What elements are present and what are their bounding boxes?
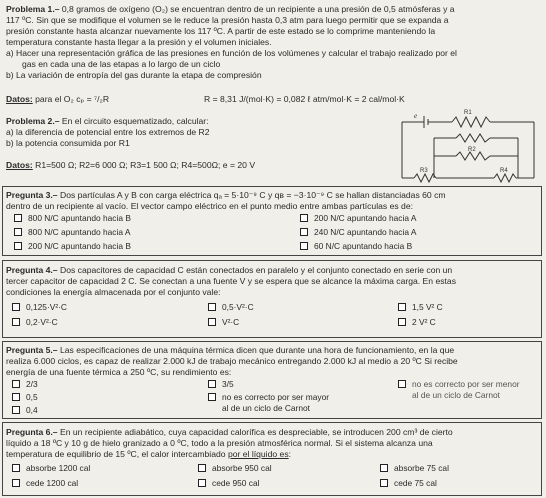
- checkbox[interactable]: [300, 228, 308, 236]
- question-4-line-2: tercer capacitor de capacidad 2 C. Se conectan a una fuente V y se espera que se alcance la máxima carga. En estas: [6, 276, 457, 286]
- problem-1-item-a-cont: gas en cada una de las etapas a lo largo de un ciclo: [22, 59, 221, 69]
- option-label: 0,5·V²·C: [222, 302, 254, 312]
- question-6-colon: :: [288, 449, 292, 459]
- option-label: absorbe 1200 cal: [26, 463, 91, 473]
- checkbox[interactable]: [208, 380, 216, 388]
- checkbox[interactable]: [198, 479, 206, 487]
- option-label: 200 N/C apuntando hacia B: [28, 241, 131, 251]
- option-label: 1,5 V² C: [412, 302, 443, 312]
- q5-option-2[interactable]: [208, 380, 234, 388]
- q5-option-3[interactable]: [398, 380, 520, 388]
- checkbox[interactable]: [12, 303, 20, 311]
- question-6-line-3-text: temperatura de equilibrio de 15 ºC, el calor intercambiado: [6, 449, 228, 459]
- problem-1-line-4: temperatura constante hasta llegar a la presión y el volumen iniciales.: [6, 37, 272, 47]
- circuit-label-r1: R1: [464, 110, 472, 116]
- checkbox[interactable]: [398, 303, 406, 311]
- checkbox[interactable]: [198, 464, 206, 472]
- circuit-label-r2: R2: [468, 147, 476, 153]
- question-3-title: Pregunta 3.–: [6, 190, 58, 200]
- q6-option-4[interactable]: [12, 479, 78, 487]
- option-label: cede 75 cal: [394, 478, 437, 488]
- checkbox[interactable]: [12, 479, 20, 487]
- checkbox[interactable]: [398, 380, 406, 388]
- question-3-text: Dos partículas A y B con carga eléctrica qₐ = 5·10⁻⁹ C y qʙ = −3·10⁻⁹ C se hallan distanciadas 60 cm: [57, 190, 446, 200]
- checkbox[interactable]: [208, 318, 216, 326]
- option-label: 240 N/C apuntando hacia A: [314, 227, 417, 237]
- option-label: 2/3: [26, 379, 38, 389]
- question-6-line-2: líquido a 18 ºC y 10 g de hielo granizado a 0 ºC, todo a la presión atmosférica normal. Si el sistema alcanza una: [6, 438, 433, 448]
- question-6-text: En un recipiente adiabático, cuya capacidad calorífica es despreciable, se introducen 200 cm³ de cierto: [57, 427, 453, 437]
- circuit-label-r4: R4: [500, 168, 508, 174]
- question-4-text: Dos capacitores de capacidad C están conectados en paralelo y el conjunto conectado en serie con un: [57, 265, 453, 275]
- problem-1-title: Problema 1.–: [6, 4, 60, 14]
- option-label: no es correcto por ser menor: [412, 379, 520, 389]
- q3-option-6[interactable]: [300, 242, 412, 250]
- problem-2-datos: [6, 161, 255, 170]
- problem-1-datos: [6, 95, 109, 104]
- option-label: cede 1200 cal: [26, 478, 79, 488]
- option-label: absorbe 950 cal: [212, 463, 272, 473]
- problem-2-item-a: a) la diferencia de potencial entre los extremos de R2: [6, 127, 210, 137]
- problem-1-item-a: a) Hacer una representación gráfica de las presiones en función de los volúmenes y calcular el trabajo realizado por el: [6, 48, 457, 58]
- problem-2-intro: En el circuito esquematizado, calcular:: [59, 116, 209, 126]
- q5-option-6[interactable]: [12, 406, 38, 414]
- option-label: 800 N/C apuntando hacia B: [28, 213, 131, 223]
- option-label: 0,4: [26, 405, 38, 415]
- question-6-title: Pregunta 6.–: [6, 427, 58, 437]
- option-label: absorbe 75 cal: [394, 463, 449, 473]
- problem-1-item-b: b) La variación de entropía del gas durante la etapa de compresión: [6, 70, 262, 80]
- checkbox[interactable]: [12, 393, 20, 401]
- q5-option-3-cont: al de un ciclo de Carnot: [412, 390, 500, 400]
- problem-2-title: Problema 2.–: [6, 116, 60, 126]
- checkbox[interactable]: [208, 303, 216, 311]
- question-5-line-3: energía de una fuente térmica a 250 ºC, su rendimiento es:: [6, 367, 232, 377]
- q5-option-5[interactable]: [208, 393, 329, 401]
- q3-option-2[interactable]: [300, 214, 416, 222]
- question-6-underlined: por el líquido es: [227, 449, 289, 459]
- checkbox[interactable]: [380, 479, 388, 487]
- option-label: 200 N/C apuntando hacia A: [314, 213, 417, 223]
- problem-2-line-1: [6, 117, 209, 126]
- q6-option-6[interactable]: [380, 479, 437, 487]
- option-label: 0,2·V²·C: [26, 317, 58, 327]
- q6-option-1[interactable]: [12, 464, 90, 472]
- q4-option-4[interactable]: [12, 318, 58, 326]
- checkbox[interactable]: [398, 318, 406, 326]
- option-label: 0,125·V²·C: [26, 302, 67, 312]
- option-label: cede 950 cal: [212, 478, 260, 488]
- q5-option-5-cont: al de un ciclo de Carnot: [222, 403, 310, 413]
- q4-option-1[interactable]: [12, 303, 67, 311]
- checkbox[interactable]: [12, 406, 20, 414]
- question-4-title: Pregunta 4.–: [6, 265, 58, 275]
- datos-label: Datos:: [6, 94, 33, 104]
- q6-option-5[interactable]: [198, 479, 260, 487]
- checkbox[interactable]: [380, 464, 388, 472]
- circuit-diagram: [394, 108, 542, 184]
- problem-1-line-2: 117 ºC. Sin que se modifique el volumen se le reduce la presión hasta 0,3 atm para luego permitir que se expanda a: [6, 15, 449, 25]
- q6-option-3[interactable]: [380, 464, 449, 472]
- question-5-text: Las especificaciones de una máquina térmica dicen que durante una hora de funcionamiento, en la que: [57, 345, 455, 355]
- q3-option-4[interactable]: [300, 228, 416, 236]
- circuit-label-r3: R3: [420, 168, 428, 174]
- option-label: 0,5: [26, 392, 38, 402]
- q4-option-5[interactable]: [208, 318, 239, 326]
- circuit-label-e: e: [414, 112, 418, 120]
- checkbox[interactable]: [14, 228, 22, 236]
- checkbox[interactable]: [300, 242, 308, 250]
- question-4-line-3: condiciones la energía almacenada por el conjunto vale:: [6, 287, 221, 297]
- option-label: no es correcto por ser mayor: [222, 392, 330, 402]
- question-3-line-2: dentro de un recipiente al vacío. El vector campo eléctrico en el punto medio entre ambas partículas es de:: [6, 201, 413, 211]
- option-label: 60 N/C apuntando hacia B: [314, 241, 413, 251]
- question-6-line-1: [6, 428, 453, 437]
- option-label: 3/5: [222, 379, 234, 389]
- q3-option-1[interactable]: [14, 214, 131, 222]
- problem-2-item-b: b) la potencia consumida por R1: [6, 138, 130, 148]
- checkbox[interactable]: [14, 242, 22, 250]
- checkbox[interactable]: [12, 464, 20, 472]
- question-6-line-3: [6, 450, 291, 459]
- problem-1-constants: R = 8,31 J/(mol·K) = 0,082 ℓ atm/mol·K = 2 cal/mol·K: [204, 94, 405, 104]
- q3-option-5[interactable]: [14, 242, 131, 250]
- question-3-line-1: [6, 191, 446, 200]
- question-5-title: Pregunta 5.–: [6, 345, 58, 355]
- question-4-line-1: [6, 266, 452, 275]
- question-5-line-2: realiza 6.000 ciclos, es capaz de realizar 2.000 kJ de trabajo mecánico entregando 2.000 kJ al medio a 20 ºC Si recibe: [6, 356, 458, 366]
- checkbox[interactable]: [12, 318, 20, 326]
- checkbox[interactable]: [208, 393, 216, 401]
- option-label: 2 V² C: [412, 317, 436, 327]
- problem-1-line-1: [6, 5, 455, 14]
- option-label: V²·C: [222, 317, 240, 327]
- checkbox[interactable]: [12, 380, 20, 388]
- q6-option-2[interactable]: [198, 464, 272, 472]
- q4-option-6[interactable]: [398, 318, 436, 326]
- q4-option-3[interactable]: [398, 303, 443, 311]
- question-5-line-1: [6, 346, 454, 355]
- datos-text: para el O₂ cₚ = ⁷/₂R: [32, 94, 110, 104]
- q5-option-4[interactable]: [12, 393, 38, 401]
- problem-1-text: 0,8 gramos de oxígeno (O₂) se encuentran dentro de un recipiente a una presión de 0,5 atmósferas y a: [59, 4, 455, 14]
- datos-label: Datos:: [6, 160, 33, 170]
- q4-option-2[interactable]: [208, 303, 254, 311]
- option-label: 800 N/C apuntando hacia A: [28, 227, 131, 237]
- problem-1-line-3: presión constante hasta alcanzar nuevamente los 117 ºC. A partir de este estado se lo comprime manteniendo la: [6, 26, 436, 36]
- q3-option-3[interactable]: [14, 228, 130, 236]
- checkbox[interactable]: [300, 214, 308, 222]
- datos-text: R1=500 Ω; R2=6 000 Ω; R3=1 500 Ω; R4=500Ω; e = 20 V: [32, 160, 256, 170]
- q5-option-1[interactable]: [12, 380, 38, 388]
- checkbox[interactable]: [14, 214, 22, 222]
